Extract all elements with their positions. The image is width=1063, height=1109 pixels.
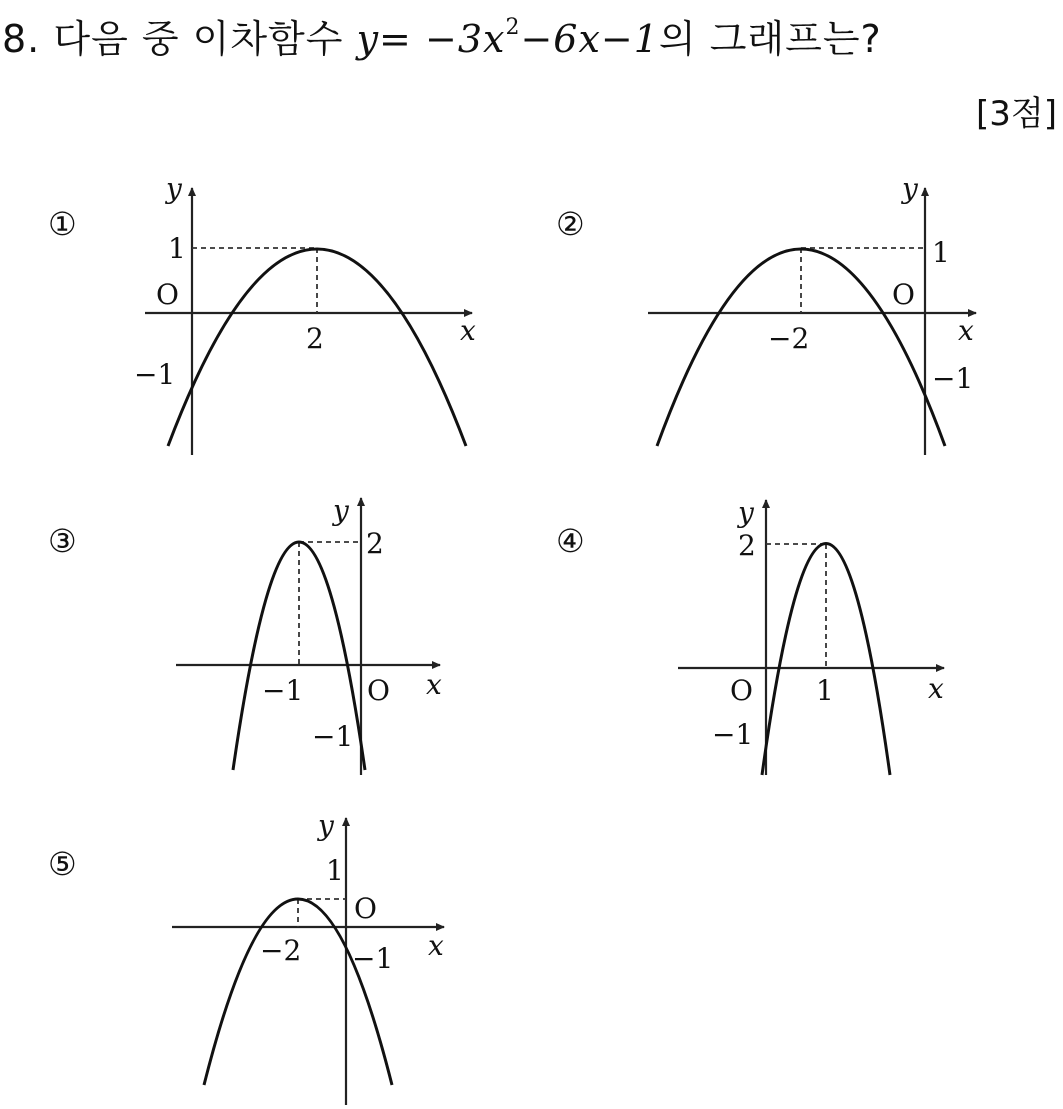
graph-3-x-label: x [426, 668, 442, 701]
graph-3-origin: O [367, 674, 390, 707]
choice-5-number: ⑤ [48, 845, 77, 883]
graph-4 [678, 496, 944, 775]
graph-2-y-intercept: −1 [932, 362, 974, 395]
graph-5-y-label: y [318, 809, 334, 842]
graph-1-y-intercept: −1 [134, 358, 176, 391]
graph-1-y-label: y [166, 172, 182, 205]
graph-1-y-tick: 1 [168, 232, 186, 265]
graph-2-y-label: y [902, 172, 918, 205]
graph-3-y-intercept: −1 [312, 720, 354, 753]
graph-2-x-label: x [958, 314, 974, 347]
graph-2-origin: O [892, 278, 915, 311]
graph-2-y-tick: 1 [932, 236, 950, 269]
question-prefix: 다음 중 이차함수 [53, 17, 344, 61]
graph-4-y-tick: 2 [738, 529, 756, 562]
graph-3-y-label: y [333, 494, 349, 527]
question-equation: $y= -3x^2-6x-1$ [356, 15, 659, 61]
graph-4-dash-lines [766, 544, 826, 668]
graph-4-y-intercept: −1 [712, 718, 754, 751]
graph-4-origin: O [730, 674, 753, 707]
graph-3-y-tick: 2 [366, 527, 384, 560]
graph-1-x-tick: 2 [306, 322, 324, 355]
points-label: [3점] [975, 94, 1057, 134]
graph-1-x-label: x [460, 314, 476, 347]
choice-2-number: ② [556, 205, 585, 243]
graph-5-origin: O [354, 892, 377, 925]
graph-3-x-tick: −1 [262, 674, 304, 707]
graph-2-x-tick: −2 [768, 322, 810, 355]
question-suffix: 의 그래프는? [658, 17, 882, 61]
choice-3-number: ③ [48, 522, 77, 560]
choice-4-number: ④ [556, 522, 585, 560]
graph-4-y-label: y [738, 496, 754, 529]
graph-1 [134, 172, 476, 455]
graph-4-x-tick: 1 [816, 674, 834, 707]
graph-5-y-tick: 1 [326, 854, 344, 887]
choice-1-number: ① [48, 205, 77, 243]
graph-5-x-label: x [428, 929, 444, 962]
graph-4-x-label: x [928, 672, 944, 705]
graph-3 [176, 494, 442, 775]
graph-3-dash-lines [299, 542, 361, 665]
graph-5-x-tick: −2 [260, 934, 302, 967]
graph-4-parabola [762, 544, 890, 776]
graph-1-dash-lines [192, 248, 317, 313]
graph-5 [172, 809, 444, 1105]
question-number: 8. [2, 17, 41, 61]
graph-5-y-intercept: −1 [352, 942, 394, 975]
graph-2 [648, 172, 976, 455]
graph-1-origin: O [156, 278, 179, 311]
